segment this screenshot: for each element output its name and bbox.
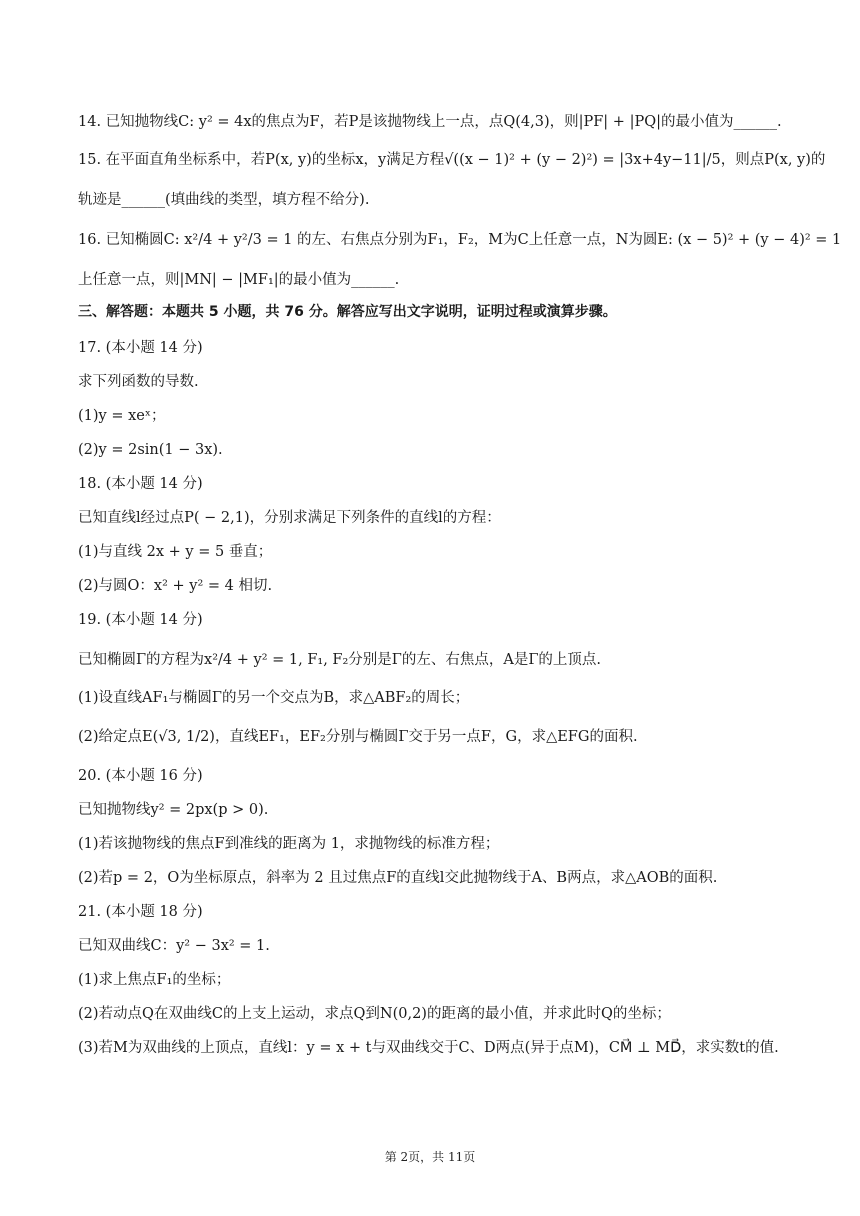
question-17-part2: (2)y = 2sin(1 − 3x). (78, 442, 223, 458)
page-footer: 第 2页，共 11页 (384, 1150, 476, 1164)
question-15: 15. 在平面直角坐标系中，若P(x, y)的坐标x，y满足方程√((x − 1)² + (y − 2)²) = |3x+4y−11|/5，则点P(x, y)的 (78, 152, 826, 168)
question-21-header: 21. (本小题 18 分) (78, 904, 203, 920)
section-heading: 三、解答题：本题共 5 小题，共 76 分。解答应写出文字说明，证明过程或演算步骤。 (78, 304, 617, 320)
question-20-stem: 已知抛物线y² = 2px(p > 0). (78, 802, 269, 818)
question-16-cont: 上任意一点，则|MN| − |MF₁|的最小值为______. (78, 272, 400, 288)
question-17-header: 17. (本小题 14 分) (78, 340, 203, 356)
question-21-part2: (2)若动点Q在双曲线C的上支上运动，求点Q到N(0,2)的距离的最小值，并求此时Q的坐标； (78, 1006, 671, 1022)
question-19-part1: (1)设直线AF₁与椭圆Γ的另一个交点为B，求△ABF₂的周长； (78, 690, 470, 706)
question-19-header: 19. (本小题 14 分) (78, 612, 203, 628)
question-17-stem: 求下列函数的导数. (78, 374, 199, 390)
question-21-part1: (1)求上焦点F₁的坐标； (78, 972, 231, 988)
question-18-stem: 已知直线l经过点P( − 2,1)，分别求满足下列条件的直线l的方程： (78, 510, 501, 526)
question-21-part3: (3)若M为双曲线的上顶点，直线l：y = x + t与双曲线交于C、D两点(异于点M)，CM⃗ ⊥ MD⃗，求实数t的值. (78, 1040, 779, 1056)
question-18-part1: (1)与直线 2x + y = 5 垂直； (78, 544, 273, 560)
question-20-part2: (2)若p = 2，O为坐标原点，斜率为 2 且过焦点F的直线l交此抛物线于A、B两点，求△AOB的面积. (78, 870, 718, 886)
question-16: 16. 已知椭圆C: x²/4 + y²/3 = 1 的左、右焦点分别为F₁，F₂，M为C上任意一点，N为圆E: (x − 5)² + (y − 4)² = 1 (78, 232, 842, 248)
question-18-header: 18. (本小题 14 分) (78, 476, 203, 492)
question-18-part2: (2)与圆O：x² + y² = 4 相切. (78, 578, 273, 594)
question-19-part2: (2)给定点E(√3, 1/2)，直线EF₁，EF₂分别与椭圆Γ交于另一点F，G，求△EFG的面积. (78, 729, 638, 745)
question-17-part1: (1)y = xeˣ； (78, 408, 166, 424)
question-14: 14. 已知抛物线C: y² = 4x的焦点为F，若P是该抛物线上一点，点Q(4,3)，则|PF| + |PQ|的最小值为______. (78, 114, 782, 130)
question-20-header: 20. (本小题 16 分) (78, 768, 203, 784)
question-21-stem: 已知双曲线C：y² − 3x² = 1. (78, 938, 270, 954)
question-19-stem: 已知椭圆Γ的方程为x²/4 + y² = 1, F₁, F₂分别是Γ的左、右焦点，A是Γ的上顶点. (78, 652, 602, 668)
question-20-part1: (1)若该抛物线的焦点F到准线的距离为 1，求抛物线的标准方程； (78, 836, 500, 852)
question-15-cont: 轨迹是______(填曲线的类型，填方程不给分). (78, 192, 370, 208)
